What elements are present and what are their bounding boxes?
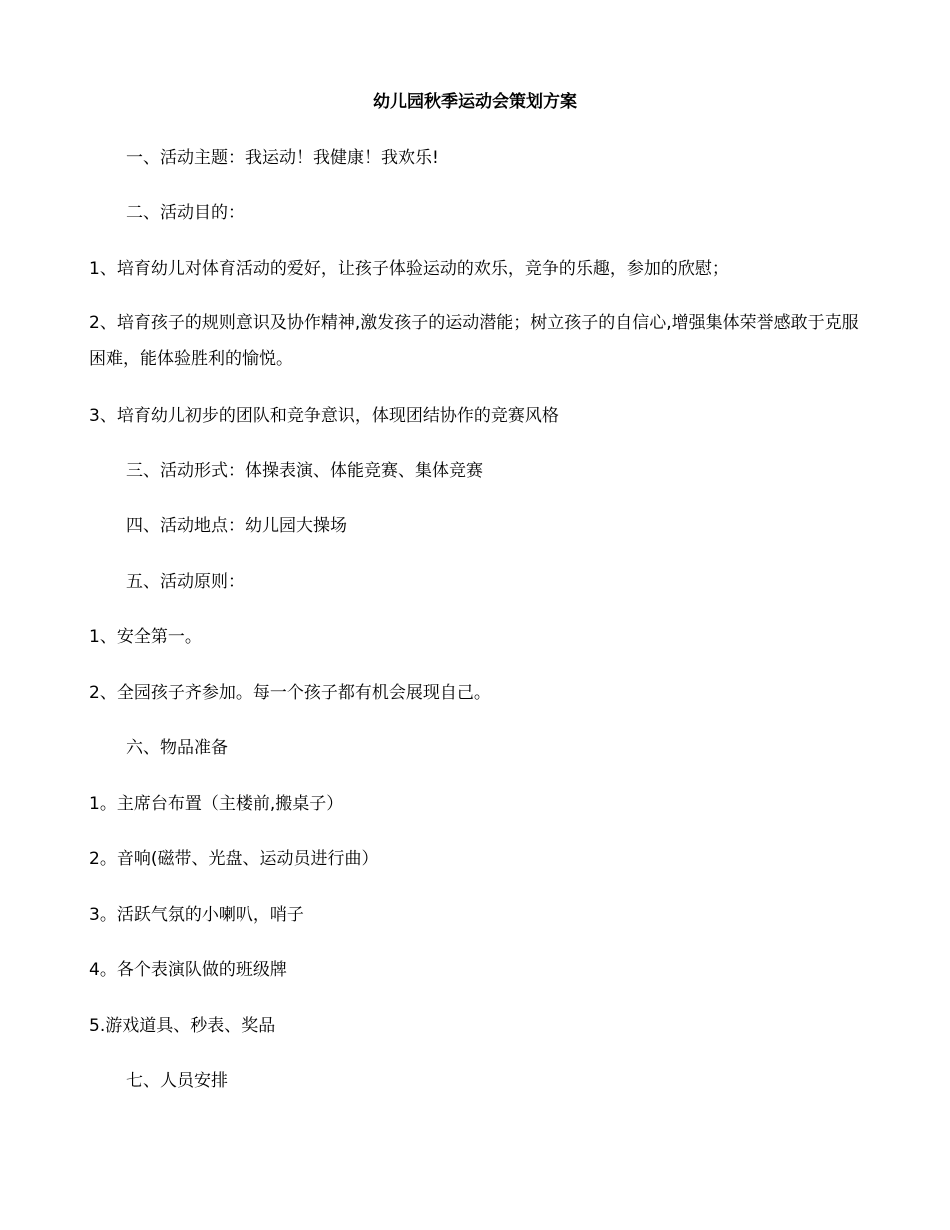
supply-item-1: 1。主席台布置（主楼前,搬桌子） — [89, 794, 344, 814]
section-location: 四、活动地点：幼儿园大操场 — [126, 516, 347, 536]
section-format: 三、活动形式：体操表演、体能竞赛、集体竞赛 — [126, 461, 483, 481]
purpose-item-2: 2、培育孩子的规则意识及协作精神,激发孩子的运动潜能；树立孩子的自信心,增强集体荣誉感敢于克服困难，能体验胜利的愉悦。 — [89, 313, 859, 369]
document-title: 幼儿园秋季运动会策划方案 — [373, 92, 577, 112]
section-purpose: 二、活动目的： — [126, 203, 245, 223]
supply-item-5: 5.游戏道具、秒表、奖品 — [89, 1016, 276, 1036]
purpose-item-3: 3、培育幼儿初步的团队和竞争意识，体现团结协作的竞赛风格 — [89, 406, 559, 426]
supply-item-4: 4。各个表演队做的班级牌 — [89, 960, 287, 980]
section-supplies: 六、物品准备 — [126, 738, 228, 758]
section-staffing: 七、人员安排 — [126, 1071, 228, 1091]
supply-item-3: 3。活跃气氛的小喇叭，哨子 — [89, 905, 304, 925]
principle-item-1: 1、安全第一。 — [89, 627, 202, 647]
section-principles: 五、活动原则： — [126, 572, 245, 592]
section-theme: 一、活动主题：我运动！我健康！我欢乐! — [126, 148, 439, 168]
purpose-item-1: 1、培育幼儿对体育活动的爱好，让孩子体验运动的欢乐，竞争的乐趣，参加的欣慰； — [89, 259, 729, 279]
supply-item-2: 2。音响(磁带、光盘、运动员进行曲） — [89, 849, 379, 869]
principle-item-2: 2、全园孩子齐参加。每一个孩子都有机会展现自己。 — [89, 683, 491, 703]
